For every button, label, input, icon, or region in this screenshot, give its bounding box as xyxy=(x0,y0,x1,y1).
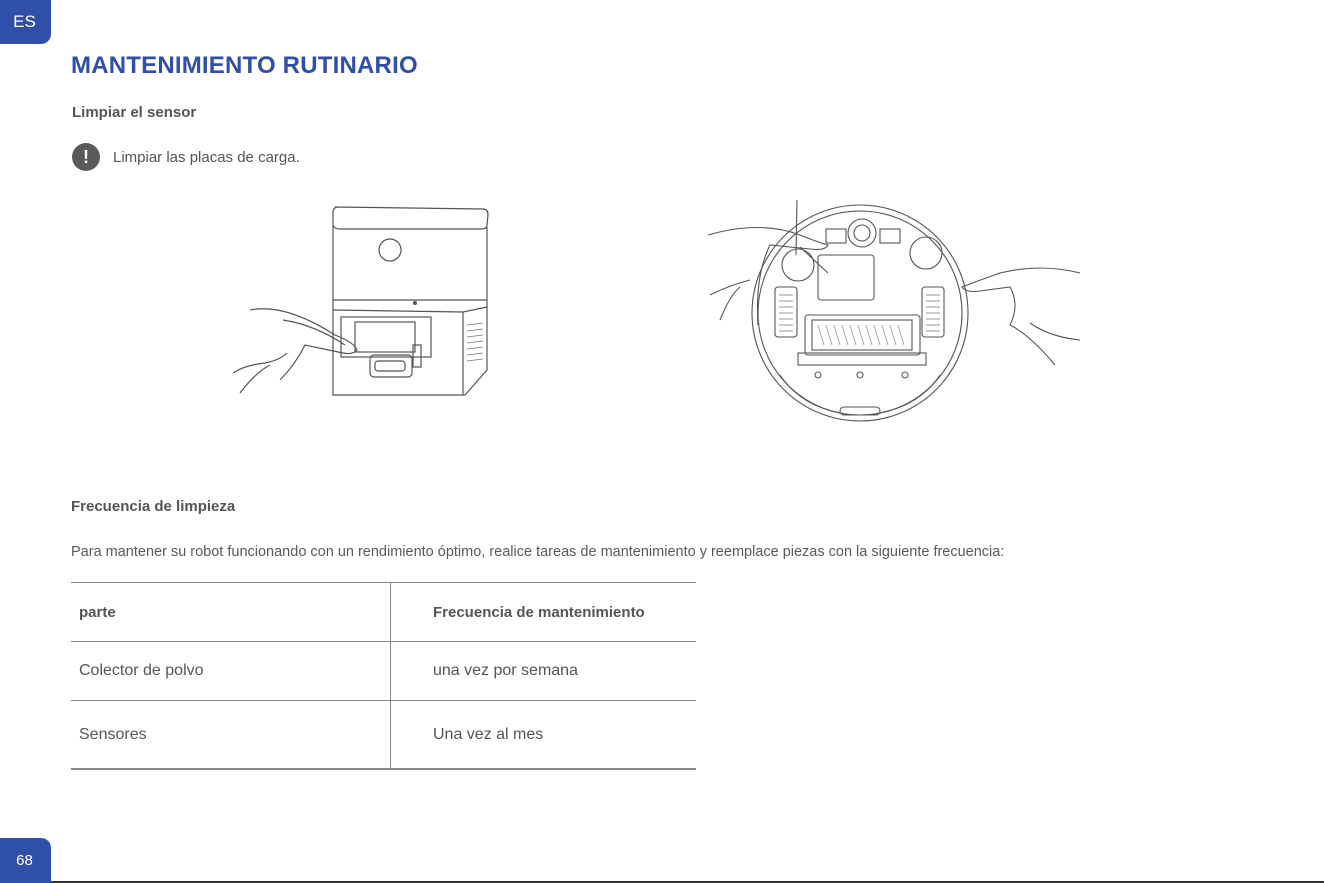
page-number-tab xyxy=(0,838,51,883)
table-row xyxy=(71,701,696,770)
table-cell-part: Colector de polvo xyxy=(71,642,391,701)
table-row xyxy=(71,642,696,701)
robot-underside-illustration xyxy=(700,195,1090,430)
dock-cleaning-illustration xyxy=(225,195,495,405)
intro-paragraph: Para mantener su robot funcionando con un rendimiento óptimo, realice tareas de mantenimiento y reemplace piezas con la siguiente frecuencia: xyxy=(71,544,1005,560)
note-text: Limpiar las placas de carga. xyxy=(113,148,300,166)
column-header-frequency: Frecuencia de mantenimiento xyxy=(391,583,697,642)
table-header-row xyxy=(71,583,696,642)
table-cell-frequency: Una vez al mes xyxy=(391,701,697,770)
page-title: MANTENIMIENTO RUTINARIO xyxy=(71,52,418,79)
table-cell-part: Sensores xyxy=(71,701,391,770)
warning-note xyxy=(72,143,300,171)
section-heading-frequency: Frecuencia de limpieza xyxy=(71,498,236,515)
table-cell-frequency: una vez por semana xyxy=(391,642,697,701)
section-heading-sensor: Limpiar el sensor xyxy=(72,104,197,121)
exclamation-icon: ! xyxy=(72,143,100,171)
language-tab xyxy=(0,0,51,44)
language-label: ES xyxy=(13,12,36,31)
maintenance-table xyxy=(71,582,696,770)
page-number: 68 xyxy=(16,852,33,869)
column-header-part: parte xyxy=(71,583,391,642)
